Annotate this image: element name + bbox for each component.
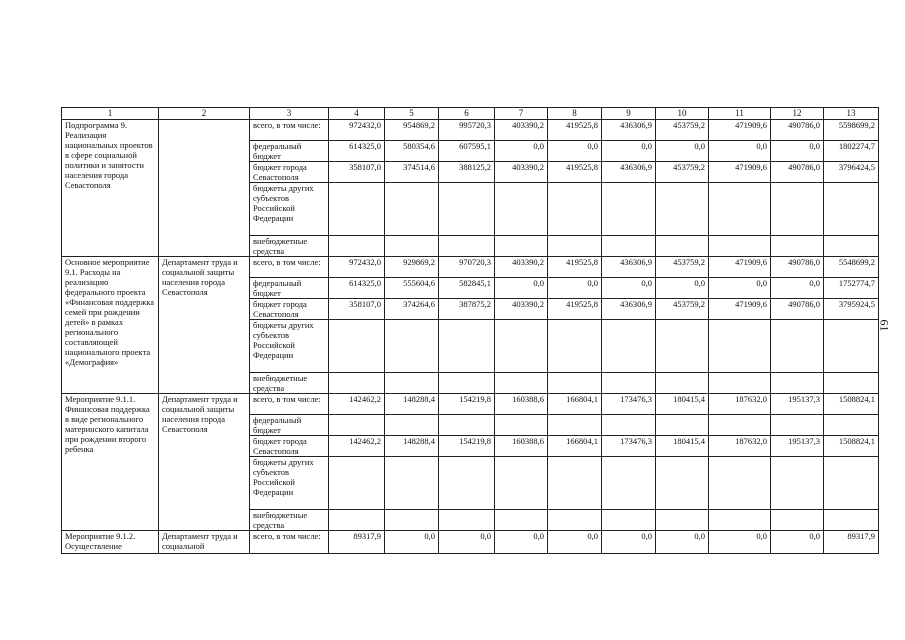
amount-cell — [824, 415, 879, 436]
amount-cell: 1802274,7 — [824, 141, 879, 162]
amount-cell: 970720,3 — [439, 257, 495, 278]
amount-cell — [771, 457, 824, 510]
table-row — [62, 394, 879, 415]
amount-cell: 580354,6 — [385, 141, 439, 162]
amount-cell: 0,0 — [709, 141, 771, 162]
responsible-cell — [159, 120, 250, 257]
amount-cell — [656, 320, 709, 373]
table-row — [62, 531, 879, 554]
header-row — [62, 108, 879, 120]
column-header: 4 — [329, 108, 385, 120]
amount-cell: 0,0 — [495, 531, 548, 554]
amount-cell: 490786,0 — [771, 299, 824, 320]
amount-cell — [824, 457, 879, 510]
amount-cell — [329, 373, 385, 394]
amount-cell: 954869,2 — [385, 120, 439, 141]
amount-cell: 436306,9 — [602, 257, 656, 278]
amount-cell — [602, 320, 656, 373]
amount-cell: 166804,1 — [548, 394, 602, 415]
amount-cell: 403390,2 — [495, 120, 548, 141]
amount-cell: 5598699,2 — [824, 120, 879, 141]
amount-cell: 0,0 — [709, 278, 771, 299]
amount-cell: 929869,2 — [385, 257, 439, 278]
amount-cell: 453759,2 — [656, 162, 709, 183]
amount-cell — [548, 236, 602, 257]
amount-cell — [602, 415, 656, 436]
amount-cell: 154219,8 — [439, 394, 495, 415]
amount-cell: 972432,0 — [329, 120, 385, 141]
amount-cell: 471909,6 — [709, 257, 771, 278]
amount-cell — [824, 510, 879, 531]
amount-cell: 187632,0 — [709, 436, 771, 457]
amount-cell — [656, 457, 709, 510]
amount-cell — [495, 415, 548, 436]
amount-cell — [771, 236, 824, 257]
amount-cell — [656, 415, 709, 436]
amount-cell — [709, 320, 771, 373]
amount-cell: 614325,0 — [329, 278, 385, 299]
amount-cell — [329, 236, 385, 257]
amount-cell: 1508824,1 — [824, 394, 879, 415]
amount-cell: 419525,8 — [548, 299, 602, 320]
amount-cell — [548, 320, 602, 373]
column-header: 11 — [709, 108, 771, 120]
column-header: 5 — [385, 108, 439, 120]
amount-cell: 89317,9 — [824, 531, 879, 554]
program-name-cell: Мероприятие 9.1.1. Финансовая поддержка в виде регионального материнского капитала при рождении второго ребенка — [62, 394, 159, 531]
amount-cell: 358107,0 — [329, 162, 385, 183]
amount-cell: 166804,1 — [548, 436, 602, 457]
amount-cell — [771, 510, 824, 531]
amount-cell — [602, 236, 656, 257]
column-header: 10 — [656, 108, 709, 120]
amount-cell — [602, 183, 656, 236]
amount-cell: 180415,4 — [656, 394, 709, 415]
amount-cell: 1508824,1 — [824, 436, 879, 457]
amount-cell — [656, 510, 709, 531]
amount-cell: 0,0 — [548, 531, 602, 554]
amount-cell: 3795924,5 — [824, 299, 879, 320]
amount-cell — [656, 373, 709, 394]
amount-cell: 419525,8 — [548, 120, 602, 141]
table-row — [62, 120, 879, 141]
amount-cell: 471909,6 — [709, 299, 771, 320]
amount-cell: 173476,3 — [602, 394, 656, 415]
amount-cell: 490786,0 — [771, 257, 824, 278]
amount-cell: 388125,2 — [439, 162, 495, 183]
amount-cell — [439, 510, 495, 531]
column-header: 13 — [824, 108, 879, 120]
column-header: 2 — [159, 108, 250, 120]
amount-cell — [824, 320, 879, 373]
amount-cell: 995720,3 — [439, 120, 495, 141]
amount-cell — [602, 457, 656, 510]
table-row — [62, 257, 879, 278]
amount-cell: 0,0 — [548, 278, 602, 299]
amount-cell — [495, 510, 548, 531]
amount-cell: 142462,2 — [329, 394, 385, 415]
amount-cell — [656, 183, 709, 236]
funding-source-cell: всего, в том числе: — [250, 120, 329, 141]
amount-cell: 0,0 — [771, 141, 824, 162]
amount-cell: 5548699,2 — [824, 257, 879, 278]
program-name-cell: Подпрограмма 9. Реализация национальных проектов в сфере социальной политики и занятости населения города Севастополя — [62, 120, 159, 257]
amount-cell — [548, 183, 602, 236]
amount-cell — [495, 236, 548, 257]
amount-cell: 160388,6 — [495, 436, 548, 457]
amount-cell: 403390,2 — [495, 299, 548, 320]
amount-cell — [824, 183, 879, 236]
amount-cell: 419525,8 — [548, 257, 602, 278]
amount-cell: 419525,8 — [548, 162, 602, 183]
amount-cell: 154219,8 — [439, 436, 495, 457]
amount-cell — [602, 373, 656, 394]
column-header: 7 — [495, 108, 548, 120]
amount-cell: 195137,3 — [771, 394, 824, 415]
amount-cell — [771, 415, 824, 436]
amount-cell: 555604,6 — [385, 278, 439, 299]
amount-cell: 0,0 — [602, 278, 656, 299]
funding-source-cell: всего, в том числе: — [250, 257, 329, 278]
amount-cell: 453759,2 — [656, 299, 709, 320]
amount-cell — [385, 183, 439, 236]
amount-cell — [495, 373, 548, 394]
amount-cell: 436306,9 — [602, 120, 656, 141]
amount-cell: 195137,3 — [771, 436, 824, 457]
column-header: 12 — [771, 108, 824, 120]
amount-cell: 607595,1 — [439, 141, 495, 162]
amount-cell: 3796424,5 — [824, 162, 879, 183]
funding-source-cell: бюджет города Севастополя — [250, 299, 329, 320]
column-header: 6 — [439, 108, 495, 120]
amount-cell: 0,0 — [771, 531, 824, 554]
responsible-cell: Департамент труда и социальной — [159, 531, 250, 554]
amount-cell — [656, 236, 709, 257]
amount-cell: 436306,9 — [602, 299, 656, 320]
amount-cell: 972432,0 — [329, 257, 385, 278]
amount-cell — [439, 320, 495, 373]
amount-cell: 403390,2 — [495, 257, 548, 278]
column-header: 8 — [548, 108, 602, 120]
responsible-cell: Департамент труда и социальной защиты населения города Севастополя — [159, 394, 250, 531]
funding-source-cell: федеральный бюджет — [250, 415, 329, 436]
funding-source-cell: бюджет города Севастополя — [250, 436, 329, 457]
amount-cell — [709, 373, 771, 394]
amount-cell: 148288,4 — [385, 436, 439, 457]
funding-source-cell: бюджет города Севастополя — [250, 162, 329, 183]
amount-cell — [385, 457, 439, 510]
column-header: 3 — [250, 108, 329, 120]
amount-cell: 0,0 — [439, 531, 495, 554]
amount-cell: 173476,3 — [602, 436, 656, 457]
amount-cell — [439, 236, 495, 257]
amount-cell — [385, 320, 439, 373]
amount-cell: 0,0 — [385, 531, 439, 554]
amount-cell — [495, 457, 548, 510]
amount-cell: 453759,2 — [656, 257, 709, 278]
funding-source-cell: бюджеты других субъектов Российской Федерации — [250, 183, 329, 236]
amount-cell: 0,0 — [656, 531, 709, 554]
amount-cell: 187632,0 — [709, 394, 771, 415]
amount-cell — [385, 236, 439, 257]
amount-cell: 0,0 — [709, 531, 771, 554]
budget-table — [61, 107, 879, 554]
amount-cell: 582845,1 — [439, 278, 495, 299]
funding-source-cell: всего, в том числе: — [250, 531, 329, 554]
amount-cell: 387875,2 — [439, 299, 495, 320]
amount-cell — [385, 373, 439, 394]
amount-cell — [709, 510, 771, 531]
amount-cell: 0,0 — [548, 141, 602, 162]
responsible-cell: Департамент труда и социальной защиты населения города Севастополя — [159, 257, 250, 394]
funding-source-cell: внебюджетные средства — [250, 236, 329, 257]
funding-source-cell: федеральный бюджет — [250, 278, 329, 299]
funding-source-cell: федеральный бюджет — [250, 141, 329, 162]
amount-cell — [495, 183, 548, 236]
amount-cell — [548, 415, 602, 436]
amount-cell — [439, 373, 495, 394]
amount-cell — [329, 415, 385, 436]
amount-cell: 0,0 — [495, 141, 548, 162]
amount-cell — [709, 236, 771, 257]
amount-cell — [439, 457, 495, 510]
amount-cell: 490786,0 — [771, 162, 824, 183]
amount-cell — [329, 457, 385, 510]
amount-cell — [548, 510, 602, 531]
amount-cell — [771, 183, 824, 236]
column-header: 9 — [602, 108, 656, 120]
amount-cell — [824, 236, 879, 257]
amount-cell — [548, 373, 602, 394]
amount-cell — [602, 510, 656, 531]
amount-cell — [709, 183, 771, 236]
program-name-cell: Основное мероприятие 9.1. Расходы на реализацию федерального проекта «Финансовая поддержка семей при рождении детей» в рамках регионального составляющей национального проекта «Демография» — [62, 257, 159, 394]
amount-cell: 148288,4 — [385, 394, 439, 415]
amount-cell — [824, 373, 879, 394]
amount-cell — [495, 320, 548, 373]
amount-cell — [771, 373, 824, 394]
funding-source-cell: бюджеты других субъектов Российской Федерации — [250, 457, 329, 510]
amount-cell: 0,0 — [771, 278, 824, 299]
page-number: 61 — [877, 319, 892, 332]
amount-cell: 0,0 — [602, 141, 656, 162]
amount-cell: 1752774,7 — [824, 278, 879, 299]
amount-cell — [329, 320, 385, 373]
amount-cell: 142462,2 — [329, 436, 385, 457]
funding-source-cell: бюджеты других субъектов Российской Федерации — [250, 320, 329, 373]
funding-source-cell: внебюджетные средства — [250, 373, 329, 394]
amount-cell: 0,0 — [495, 278, 548, 299]
program-name-cell: Мероприятие 9.1.2. Осуществление — [62, 531, 159, 554]
funding-source-cell: внебюджетные средства — [250, 510, 329, 531]
column-header: 1 — [62, 108, 159, 120]
amount-cell — [709, 457, 771, 510]
amount-cell — [709, 415, 771, 436]
amount-cell: 89317,9 — [329, 531, 385, 554]
amount-cell — [439, 183, 495, 236]
amount-cell: 160388,6 — [495, 394, 548, 415]
amount-cell — [329, 510, 385, 531]
amount-cell: 403390,2 — [495, 162, 548, 183]
amount-cell — [329, 183, 385, 236]
amount-cell — [771, 320, 824, 373]
amount-cell: 490786,0 — [771, 120, 824, 141]
amount-cell — [548, 457, 602, 510]
amount-cell — [439, 415, 495, 436]
amount-cell: 471909,6 — [709, 120, 771, 141]
amount-cell: 374514,6 — [385, 162, 439, 183]
amount-cell: 471909,6 — [709, 162, 771, 183]
amount-cell: 0,0 — [656, 141, 709, 162]
amount-cell — [385, 510, 439, 531]
amount-cell: 453759,2 — [656, 120, 709, 141]
amount-cell: 0,0 — [656, 278, 709, 299]
funding-source-cell: всего, в том числе: — [250, 394, 329, 415]
amount-cell: 374264,6 — [385, 299, 439, 320]
amount-cell: 614325,0 — [329, 141, 385, 162]
amount-cell: 180415,4 — [656, 436, 709, 457]
amount-cell: 358107,0 — [329, 299, 385, 320]
amount-cell — [385, 415, 439, 436]
amount-cell: 0,0 — [602, 531, 656, 554]
amount-cell: 436306,9 — [602, 162, 656, 183]
